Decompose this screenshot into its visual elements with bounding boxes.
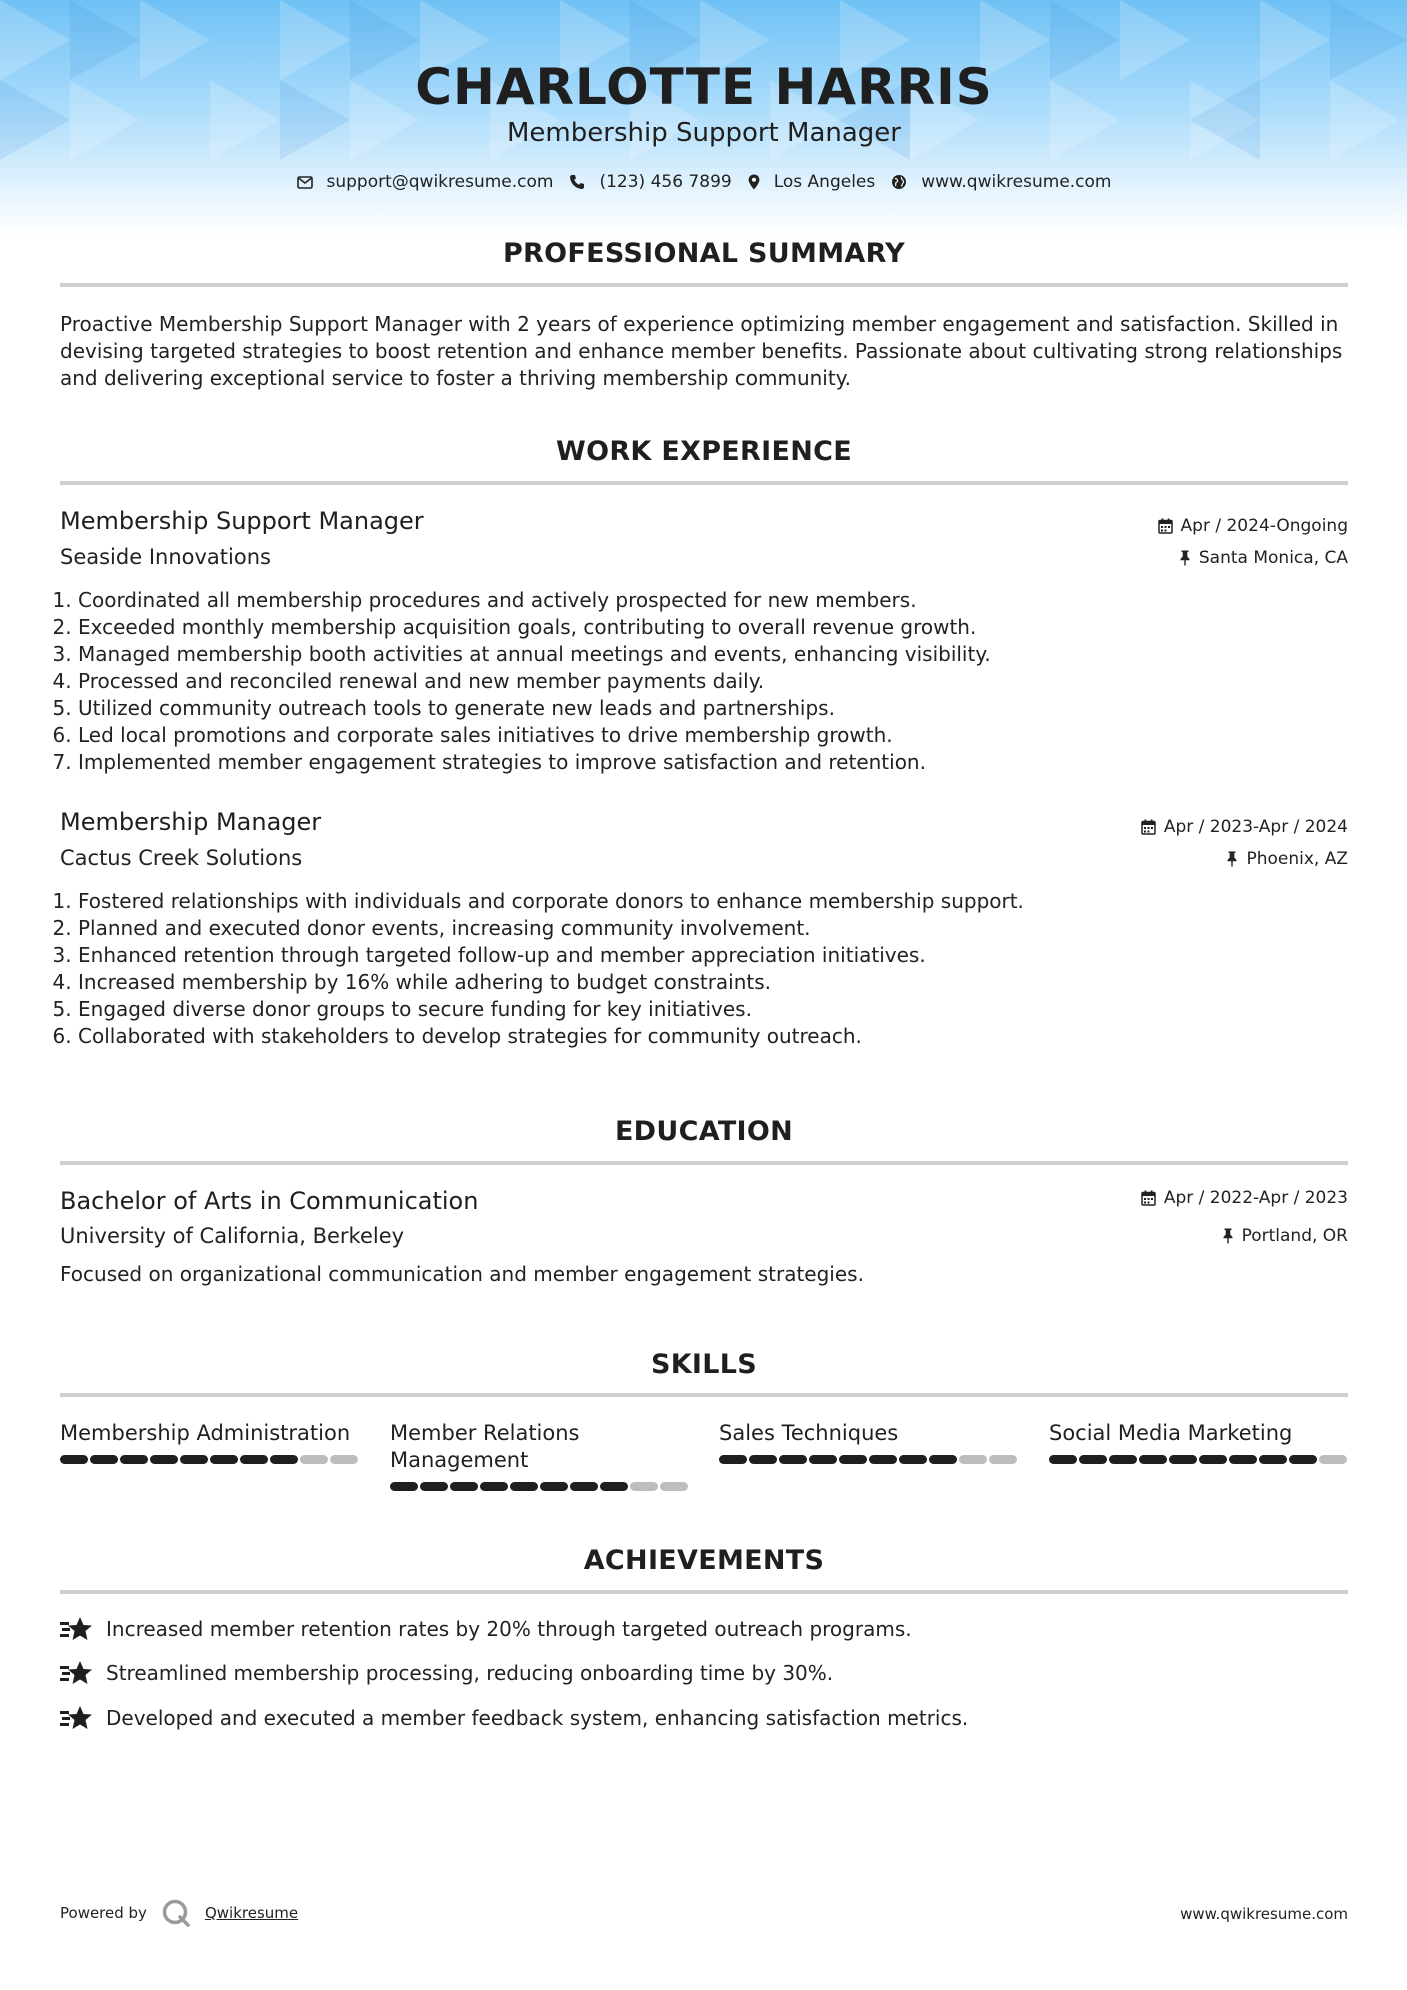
- contact-website[interactable]: [891, 172, 1111, 192]
- list-item: 1. Coordinated all membership procedures and actively prospected for new members.: [78, 587, 1366, 614]
- skill-dot-filled: [1169, 1455, 1197, 1464]
- job-dates: [1158, 516, 1348, 536]
- summary-text: Proactive Membership Support Manager with 2 years of experience optimizing member engagement and satisfaction. Skilled in devising targeted strategies to boost retention and enhance member benefits. Passionate about cultivating strong relationships and delivering exceptional service to foster a thriving membership community.: [60, 312, 1343, 390]
- skill-dot-filled: [240, 1455, 268, 1464]
- contact-phone[interactable]: [569, 172, 731, 192]
- candidate-name: CHARLOTTE HARRIS: [415, 58, 993, 116]
- contact-email[interactable]: [297, 172, 554, 192]
- qwikresume-link[interactable]: Qwikresume: [204, 1904, 299, 1922]
- skill-dot-filled: [210, 1455, 238, 1464]
- education-dates: [1141, 1188, 1348, 1208]
- skill-dot-filled: [600, 1482, 628, 1491]
- skill-level-meter: [60, 1455, 360, 1464]
- skill-dot-filled: [869, 1455, 897, 1464]
- experience-divider: [60, 481, 1348, 485]
- star-icon: [60, 1705, 94, 1731]
- calendar-icon: [1141, 1190, 1156, 1206]
- job-company: Seaside Innovations: [60, 545, 271, 569]
- skill-dot-filled: [1079, 1455, 1107, 1464]
- skill-item: [1049, 1420, 1349, 1464]
- skill-dot-filled: [180, 1455, 208, 1464]
- skills-heading: SKILLS: [650, 1349, 758, 1380]
- job-dates: [1141, 817, 1348, 837]
- skill-dot-empty: [959, 1455, 987, 1464]
- skill-item: [390, 1420, 690, 1491]
- skill-dot-filled: [1109, 1455, 1137, 1464]
- skill-dot-filled: [510, 1482, 538, 1491]
- skill-dot-filled: [1229, 1455, 1257, 1464]
- phone-icon: [569, 174, 585, 190]
- skill-dot-filled: [390, 1482, 418, 1491]
- contact-website-text: www.qwikresume.com: [921, 172, 1112, 192]
- education-dates-text: Apr / 2022-Apr / 2023: [1163, 1188, 1348, 1208]
- skill-dot-empty: [330, 1455, 358, 1464]
- education-divider: [60, 1161, 1348, 1165]
- list-item: 6. Led local promotions and corporate sales initiatives to drive membership growth.: [78, 722, 1366, 749]
- job-location: [1226, 849, 1348, 869]
- contact-email-text: support@qwikresume.com: [326, 172, 554, 192]
- skill-dot-filled: [929, 1455, 957, 1464]
- calendar-icon: [1141, 819, 1156, 835]
- list-item: 4. Processed and reconciled renewal and new member payments daily.: [78, 668, 1366, 695]
- skill-dot-filled: [719, 1455, 747, 1464]
- job-bullets: [60, 888, 1366, 1050]
- achievement-text: Streamlined membership processing, reducing onboarding time by 30%.: [106, 1661, 834, 1685]
- achievement-item: [60, 1705, 968, 1731]
- skill-dot-filled: [570, 1482, 598, 1491]
- list-item: 5. Engaged diverse donor groups to secure funding for key initiatives.: [78, 996, 1366, 1023]
- skill-dot-empty: [300, 1455, 328, 1464]
- list-item: 5. Utilized community outreach tools to generate new leads and partnerships.: [78, 695, 1366, 722]
- list-item: 2. Exceeded monthly membership acquisition goals, contributing to overall revenue growth.: [78, 614, 1366, 641]
- skill-dot-filled: [839, 1455, 867, 1464]
- job-title: Membership Manager: [60, 808, 322, 836]
- job-bullets: [60, 587, 1366, 776]
- skill-dot-filled: [1289, 1455, 1317, 1464]
- skill-dot-filled: [60, 1455, 88, 1464]
- experience-heading: WORK EXPERIENCE: [556, 436, 852, 467]
- list-item: 1. Fostered relationships with individuals and corporate donors to enhance membership support.: [78, 888, 1366, 915]
- summary-heading: PROFESSIONAL SUMMARY: [502, 238, 906, 269]
- star-icon: [60, 1616, 94, 1642]
- achievement-item: [60, 1660, 833, 1686]
- skill-dot-filled: [779, 1455, 807, 1464]
- job-title: Membership Support Manager: [60, 507, 424, 535]
- contact-phone-text: (123) 456 7899: [599, 172, 732, 192]
- skill-dot-filled: [420, 1482, 448, 1491]
- list-item: 4. Increased membership by 16% while adhering to budget constraints.: [78, 969, 1366, 996]
- skill-dot-filled: [1259, 1455, 1287, 1464]
- skill-name: Sales Techniques: [719, 1421, 899, 1445]
- list-item: 6. Collaborated with stakeholders to develop strategies for community outreach.: [78, 1023, 1366, 1050]
- skill-dot-empty: [989, 1455, 1017, 1464]
- skill-dot-filled: [480, 1482, 508, 1491]
- achievement-item: [60, 1616, 912, 1642]
- contact-bar: [60, 172, 1348, 192]
- skill-dot-filled: [450, 1482, 478, 1491]
- globe-icon: [891, 174, 907, 190]
- pushpin-icon: [1222, 1228, 1234, 1244]
- achievement-text: Increased member retention rates by 20% through targeted outreach programs.: [106, 1617, 912, 1641]
- skill-item: [60, 1420, 360, 1464]
- skill-dot-empty: [630, 1482, 658, 1491]
- skill-dot-filled: [749, 1455, 777, 1464]
- job-dates-text: Apr / 2024-Ongoing: [1180, 516, 1348, 536]
- achievements-heading: ACHIEVEMENTS: [583, 1545, 825, 1576]
- skill-dot-filled: [540, 1482, 568, 1491]
- footer-website[interactable]: www.qwikresume.com: [1180, 1905, 1348, 1923]
- education-school: University of California, Berkeley: [60, 1224, 405, 1248]
- education-degree: Bachelor of Arts in Communication: [60, 1187, 479, 1215]
- skill-name: Social Media Marketing: [1049, 1421, 1293, 1445]
- pushpin-icon: [1226, 851, 1238, 867]
- job-location: [1179, 548, 1348, 568]
- skill-dot-filled: [1139, 1455, 1167, 1464]
- job-company: Cactus Creek Solutions: [60, 846, 303, 870]
- list-item: 2. Planned and executed donor events, increasing community involvement.: [78, 915, 1366, 942]
- skill-dot-filled: [809, 1455, 837, 1464]
- skill-dot-empty: [1319, 1455, 1347, 1464]
- envelope-icon: [297, 176, 313, 189]
- education-heading: EDUCATION: [614, 1116, 794, 1147]
- skill-dot-filled: [899, 1455, 927, 1464]
- achievements-divider: [60, 1590, 1348, 1594]
- education-description: Focused on organizational communication and member engagement strategies.: [60, 1262, 864, 1286]
- skill-name: Member Relations Management: [390, 1421, 580, 1472]
- achievement-text: Developed and executed a member feedback system, enhancing satisfaction metrics.: [106, 1706, 969, 1730]
- skill-level-meter: [390, 1482, 690, 1491]
- list-item: 7. Implemented member engagement strategies to improve satisfaction and retention.: [78, 749, 1366, 776]
- summary-divider: [60, 283, 1348, 287]
- skill-dot-empty: [660, 1482, 688, 1491]
- map-pin-icon: [748, 174, 760, 190]
- contact-location: [748, 172, 876, 192]
- education-location: [1222, 1226, 1348, 1246]
- skill-item: [719, 1420, 1019, 1464]
- job-dates-text: Apr / 2023-Apr / 2024: [1163, 817, 1348, 837]
- footer-powered-by: [60, 1898, 298, 1928]
- skill-dot-filled: [270, 1455, 298, 1464]
- skill-dot-filled: [1199, 1455, 1227, 1464]
- calendar-icon: [1158, 518, 1173, 534]
- education-location-text: Portland, OR: [1241, 1226, 1348, 1246]
- skill-level-meter: [719, 1455, 1019, 1464]
- list-item: 3. Enhanced retention through targeted follow-up and member appreciation initiatives.: [78, 942, 1366, 969]
- skills-grid: [60, 1420, 1348, 1510]
- job-location-text: Santa Monica, CA: [1198, 548, 1348, 568]
- skill-dot-filled: [150, 1455, 178, 1464]
- star-icon: [60, 1660, 94, 1686]
- list-item: 3. Managed membership booth activities at annual meetings and events, enhancing visibility.: [78, 641, 1366, 668]
- candidate-role: Membership Support Manager: [507, 118, 901, 148]
- skill-dot-filled: [90, 1455, 118, 1464]
- skill-level-meter: [1049, 1455, 1349, 1464]
- qwikresume-logo-icon: [161, 1898, 191, 1928]
- skill-name: Membership Administration: [60, 1421, 351, 1445]
- powered-by-label: Powered by: [60, 1904, 147, 1922]
- job-location-text: Phoenix, AZ: [1246, 849, 1348, 869]
- pushpin-icon: [1179, 550, 1191, 566]
- skills-divider: [60, 1393, 1348, 1397]
- skill-dot-filled: [1049, 1455, 1077, 1464]
- skill-dot-filled: [120, 1455, 148, 1464]
- contact-location-text: Los Angeles: [773, 172, 876, 192]
